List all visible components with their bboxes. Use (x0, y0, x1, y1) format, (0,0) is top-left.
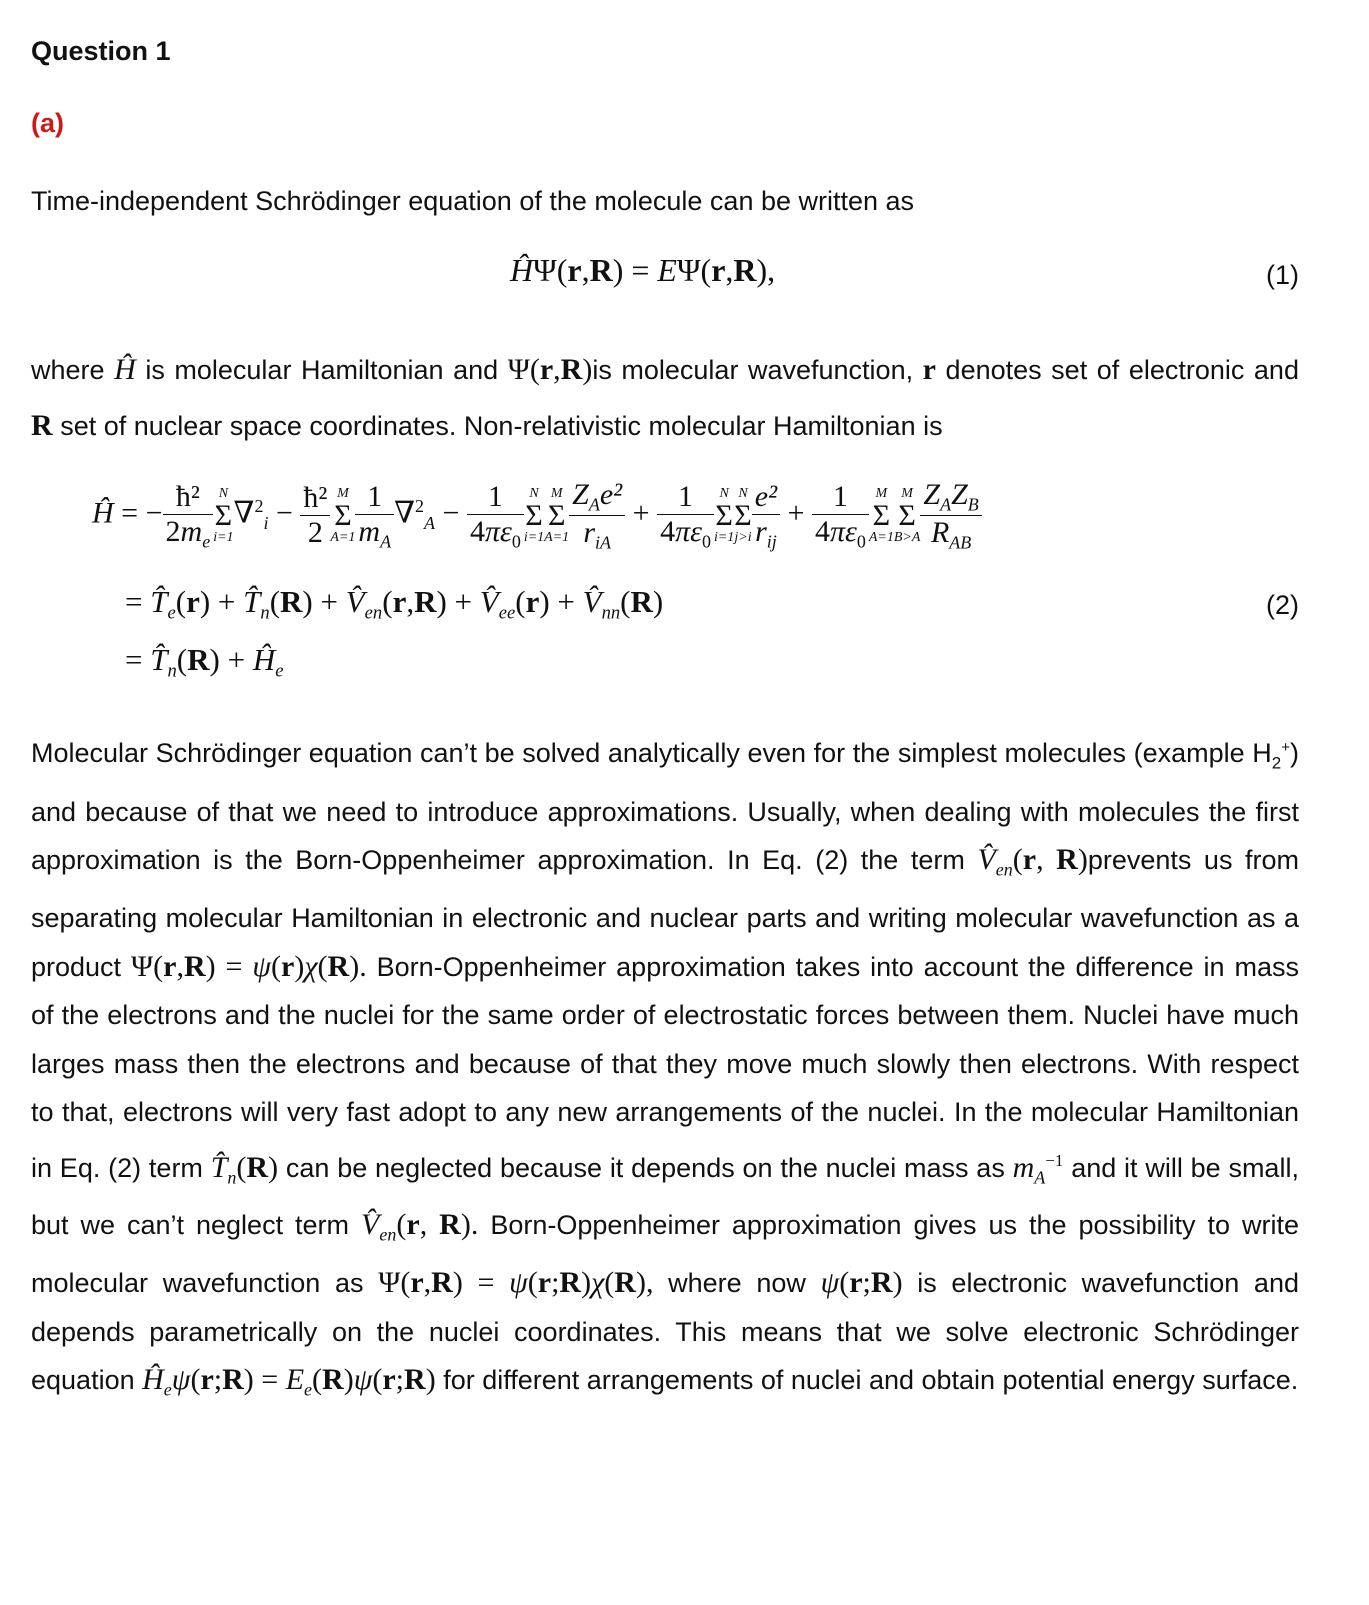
part-label: (a) (31, 108, 64, 138)
equation-1: ĤΨ(r,R) = EΨ(r,R), (510, 252, 776, 288)
born-oppenheimer-paragraph: Molecular Schrödinger equation can’t be solved analytically even for the simplest molecules (example $H_2^+$) and because of that we need to introduce approximations. Usually, when dealing with molecules the first approximation is the Born-Oppenheimer approximation. In Eq. (2) the term $V̂_{en}(r$, R)prevents us from separating molecular Hamiltonian in electronic and nuclear parts and writing molecular wavefunction as a product Ψ(r,R) = ψ(r)χ(R). Born-Oppenheimer approximation takes into account the difference in mass of the electrons and the nuclei for the same order of electrostatic forces between them. Nuclei have much larges mass then the electrons and because of that they move much slowly then electrons. With respect to that, electrons will very fast adopt to any new arrangements of the nuclei. In the molecular Hamiltonian in Eq. (2) term $T̂_n(R)$ can be neglected because it depends on the nuclei mass as $m_A^{-1}$ and it will be small, but we can’t neglect term $V̂_{en}(r$, R). Born-Oppenheimer approximation gives us the possibility to write molecular wavefunction as Ψ(r,R) = ψ(r;R)χ(R), where now ψ(r;R) is electronic wavefunction and depends parametrically on the nuclei coordinates. This means that we solve electronic Schrödinger equation $Ĥ_e\psi(r;R)$ = $E_e(R)\psi(r;R)$ for different arrangements of nuclei and obtain potential energy surface. (31, 738, 1300, 1400)
equation-2-line-3: = $T̂_n(R)$ + $Ĥ_e$ (125, 642, 284, 682)
intro-paragraph: Time-independent Schrödinger equation of the molecule can be written as (31, 186, 915, 216)
equation-2-number: (2) (1266, 590, 1299, 620)
question-title: Question 1 (31, 36, 171, 66)
equation-1-number: (1) (1266, 260, 1299, 290)
equation-2-line-2: = $T̂_e(r)$ + $T̂_n(R)$ + $V̂_{en}(r,R)$ + $V̂_{ee}(r)$ + $V̂_{nn}(R)$ (125, 584, 664, 624)
where-paragraph: where Ĥ is molecular Hamiltonian and Ψ(r,R)is molecular wavefunction, r denotes set of electronic and R set of nuclear space coordinates. Non-relativistic molecular Hamiltonian is (31, 353, 1299, 442)
equation-2-line-1: Ĥ = − $\frac{\text{ħ²}}{2m_e}$ N Σ i=1 ∇$^2_i$ − $\frac{\text{ħ²}}{2}$ M Σ A=1 $\frac{1}{m_A}$ ∇$^2_A$ − $\frac{1}{4\pi\varepsilon_0}$ N Σ i=1 M Σ A=1 $\frac{Z_Ae^2}{r_{iA}}$ + $\frac{1}{4\pi\varepsilon_0}$ N Σ i=1 N Σ j>i $\frac{\text{e²}}{r_{ij}}$ + $\frac{1}{4\pi\varepsilon_0}$ M Σ A=1 M Σ B>A $\frac{Z_AZ_B}{R_{AB}}$ (92, 478, 982, 554)
